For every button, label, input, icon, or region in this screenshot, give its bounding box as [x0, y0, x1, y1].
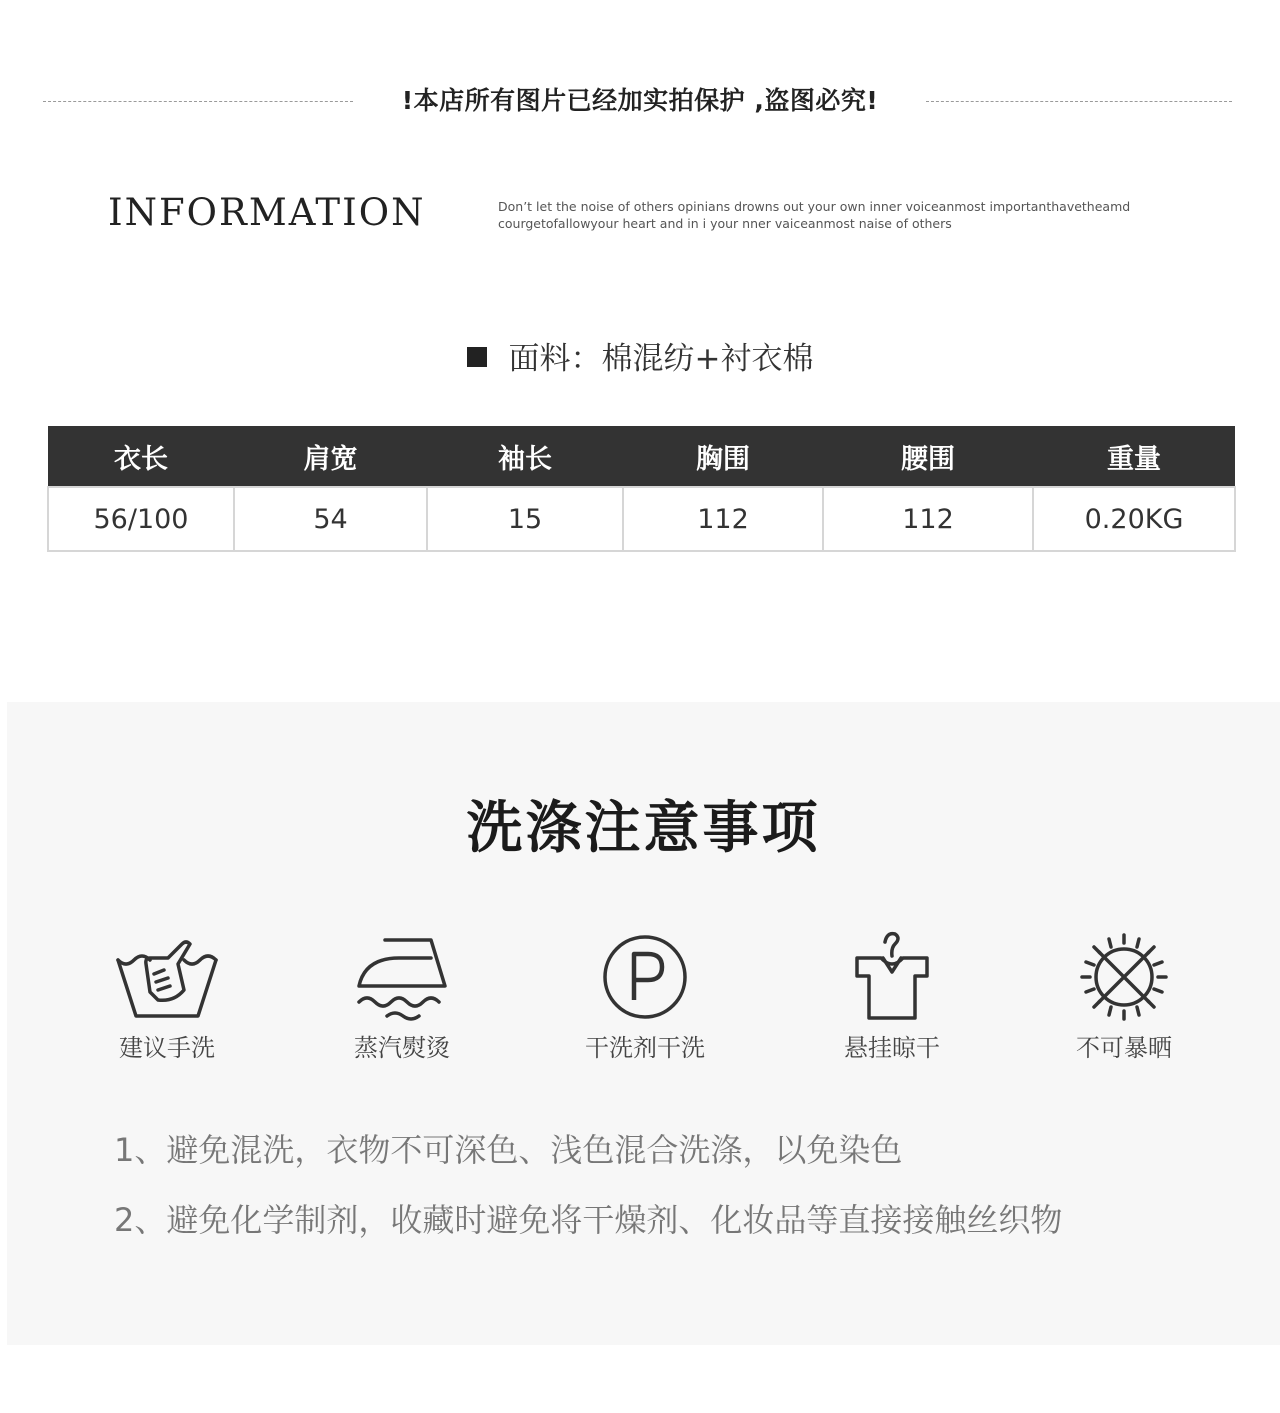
copyright-notice-text: !本店所有图片已经加实拍保护 ,盗图必究! [401, 86, 879, 115]
care-label-dry-clean: 干洗剂干洗 [585, 1034, 705, 1062]
quote-line-1: Don’t let the noise of others opinians drowns out your own inner voiceanmost importanthavetheamd [498, 199, 1131, 214]
care-item-dry-clean [545, 930, 745, 1064]
size-table-header-row [48, 426, 1235, 487]
no-sun-icon [1069, 930, 1179, 1024]
care-item-steam-iron [302, 930, 502, 1064]
fabric-text: 面料：棉混纺+衬衣棉 [508, 341, 814, 377]
header-waist: 腰围 [823, 426, 1033, 487]
size-table-row [48, 487, 1235, 551]
care-item-no-sun [1024, 930, 1224, 1064]
header-weight: 重量 [1033, 426, 1235, 487]
dry-clean-p-icon [590, 930, 700, 1024]
size-table [47, 426, 1236, 552]
care-label-hang-dry: 悬挂晾干 [844, 1034, 940, 1062]
value-length: 56/100 [48, 487, 234, 551]
value-waist: 112 [823, 487, 1033, 551]
care-label-steam-iron: 蒸汽熨烫 [354, 1034, 450, 1062]
header-sleeve: 袖长 [427, 426, 623, 487]
header-chest: 胸围 [623, 426, 823, 487]
dashed-divider-left [43, 101, 353, 102]
care-item-hang-dry [792, 930, 992, 1064]
steam-iron-icon [347, 930, 457, 1024]
washing-note-2: 2、避免化学制剂，收藏时避免将干燥剂、化妆品等直接接触丝织物 [114, 1201, 1063, 1239]
value-weight: 0.20KG [1033, 487, 1235, 551]
header-length: 衣长 [48, 426, 234, 487]
square-bullet-icon [467, 347, 487, 367]
fabric-line [0, 338, 1280, 380]
value-chest: 112 [623, 487, 823, 551]
care-label-hand-wash: 建议手洗 [119, 1034, 215, 1062]
information-quote [498, 198, 1198, 232]
information-title: INFORMATION [108, 191, 426, 234]
quote-line-2: courgetofallowyour heart and in i your nner vaiceanmost naise of others [498, 216, 952, 231]
washing-title: 洗涤注意事项 [466, 796, 821, 861]
copyright-notice [0, 84, 1280, 118]
care-item-hand-wash [67, 930, 267, 1064]
value-shoulder: 54 [234, 487, 427, 551]
washing-section [7, 702, 1280, 1345]
washing-notes [114, 1130, 1062, 1270]
header-shoulder: 肩宽 [234, 426, 427, 487]
care-label-no-sun: 不可暴晒 [1076, 1034, 1172, 1062]
washing-note-1: 1、避免混洗，衣物不可深色、浅色混合洗涤，以免染色 [114, 1131, 903, 1169]
hand-wash-icon [112, 930, 222, 1024]
hang-dry-icon [837, 930, 947, 1024]
value-sleeve: 15 [427, 487, 623, 551]
dashed-divider-right [926, 101, 1232, 102]
